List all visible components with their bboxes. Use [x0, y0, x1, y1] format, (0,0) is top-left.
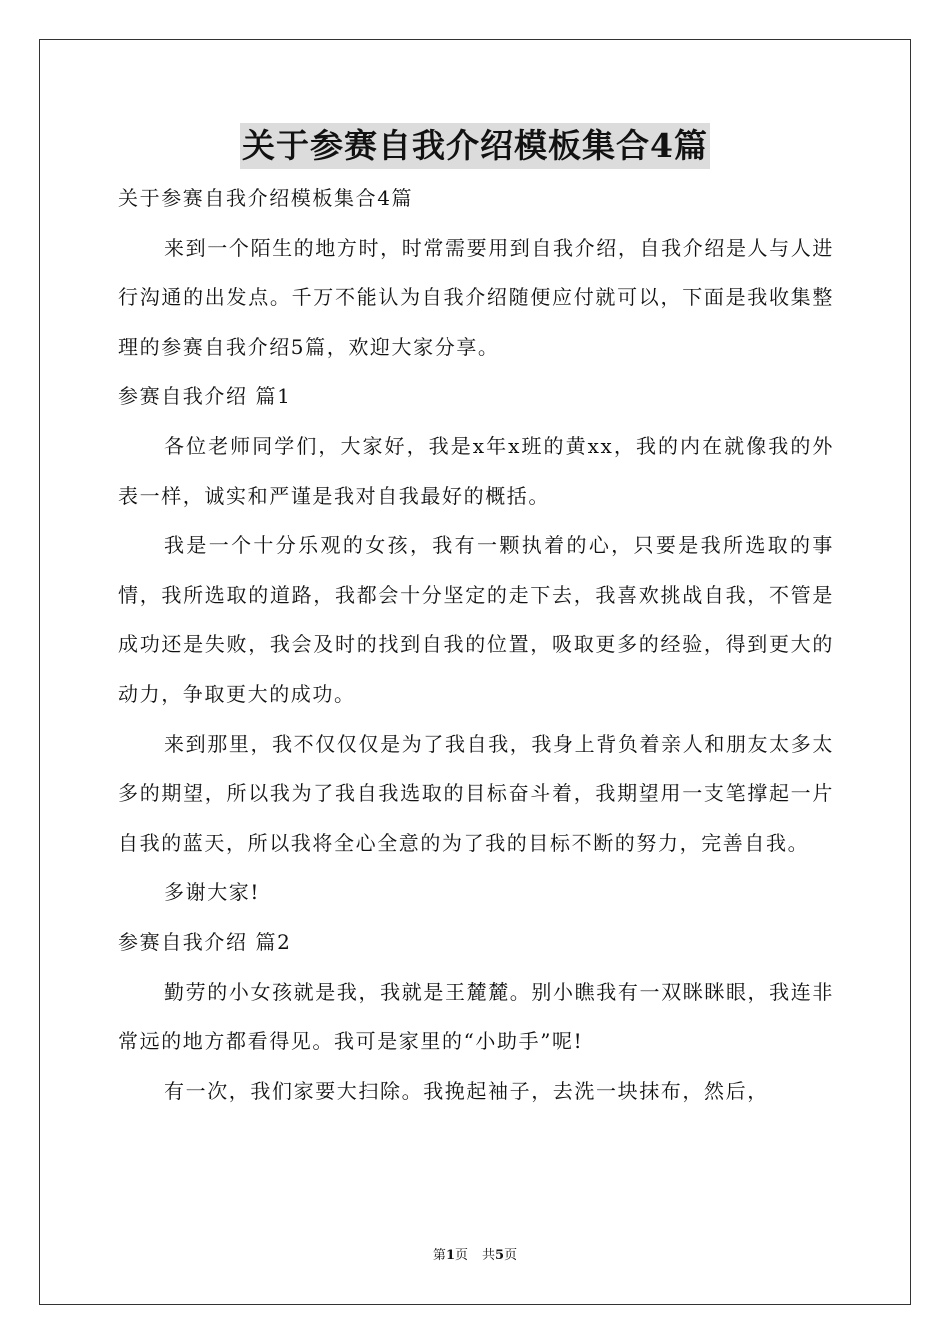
paragraph: 我是一个十分乐观的女孩，我有一颗执着的心，只要是我所选取的事情，我所选取的道路，我都会十分坚定的走下去，我喜欢挑战自我，不管是成功还是失败，我会及时的找到自我的位置，吸取更多的经验，得到更大的动力，争取更大的成功。	[118, 533, 834, 706]
page-footer	[0, 1246, 950, 1266]
page-unit: 页	[454, 1248, 468, 1263]
paragraph: 有一次，我们家要大扫除。我挽起袖子，去洗一块抹布，然后，	[164, 1078, 769, 1103]
paragraph: 来到那里，我不仅仅仅是为了我自我，我身上背负着亲人和朋友太多太多的期望，所以我为了我自我选取的目标奋斗着，我期望用一支笔撑起一片自我的蓝天，所以我将全心全意的为了我的目标不断的努力，完善自我。	[118, 731, 834, 855]
intro-paragraph: 来到一个陌生的地方时，时常需要用到自我介绍，自我介绍是人与人进行沟通的出发点。千万不能认为自我介绍随便应付就可以，下面是我收集整理的参赛自我介绍5篇，欢迎大家分享。	[118, 235, 834, 359]
total-prefix: 共	[482, 1248, 496, 1263]
section-heading-1: 参赛自我介绍 篇1	[118, 384, 292, 409]
paragraph: 勤劳的小女孩就是我，我就是王麓麓。别小瞧我有一双眯眯眼，我连非常远的地方都看得见。我可是家里的“小助手”呢!	[118, 979, 834, 1054]
paragraph: 多谢大家!	[164, 880, 261, 905]
document-title: 关于参赛自我介绍模板集合4篇	[240, 123, 710, 169]
paragraph: 各位老师同学们，大家好，我是x年x班的黄xx，我的内在就像我的外表一样，诚实和严谨是我对自我最好的概括。	[118, 433, 834, 508]
document-subtitle: 关于参赛自我介绍模板集合4篇	[118, 186, 414, 210]
title-container	[0, 123, 950, 169]
page-current: 1	[445, 1248, 455, 1263]
document-body	[118, 174, 834, 1116]
total-unit: 页	[504, 1248, 518, 1263]
section-heading-2: 参赛自我介绍 篇2	[118, 929, 292, 954]
page-total: 5	[495, 1248, 505, 1263]
page-prefix: 第	[432, 1248, 446, 1263]
